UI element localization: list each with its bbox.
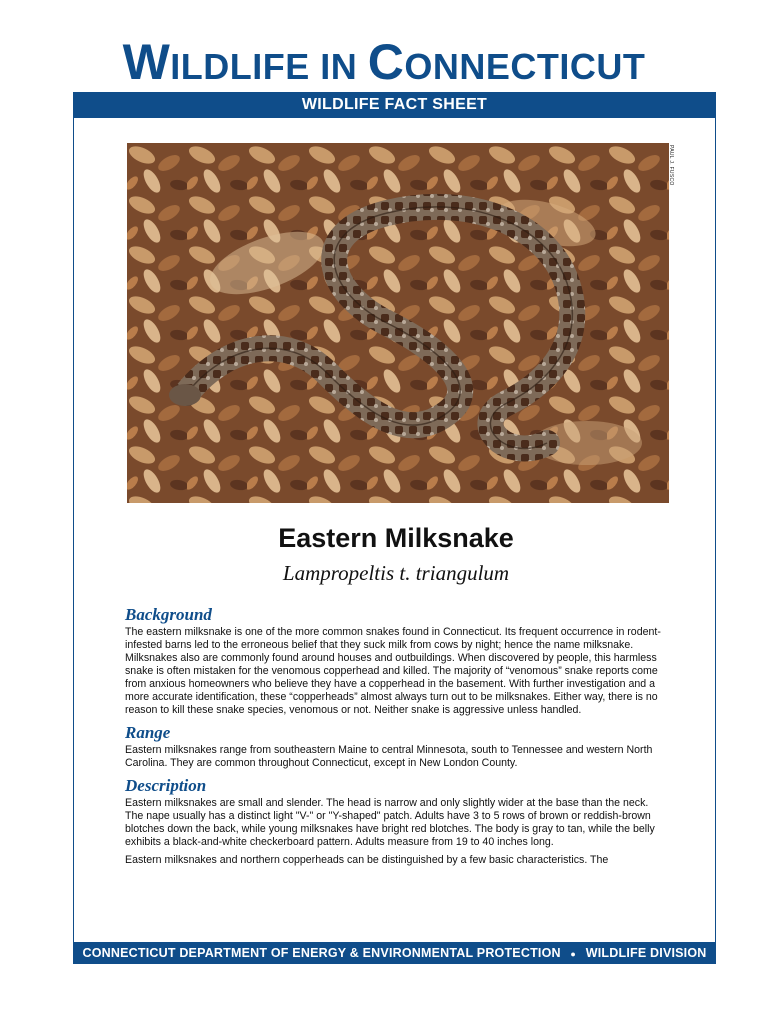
footer-banner [73,942,716,964]
title-part-1: ILDLIFE IN [170,46,368,87]
footer-division: WILDLIFE DIVISION [585,946,707,960]
footer-bullet-icon: ● [570,949,577,959]
species-scientific-name: Lampropeltis t. triangulum [282,561,510,585]
range-paragraph: Eastern milksnakes range from southeastern Maine to central Minnesota, south to Tennessee and western North Carolina. They are common throughout Connecticut, except in New London County. [125,744,653,769]
species-common-name: Eastern Milksnake [278,523,514,553]
title-initial-c: C [367,34,405,90]
description-paragraph-1: Eastern milksnakes are small and slender. The head is narrow and only slightly wider at the base than the neck. The nape usually has a distinct light "V-" or "Y-shaped" patch. Adults have 3 to 5 rows of brown or reddish-brown blotches down the back, while young milksnakes have bright red blotches. The body is gray to tan, while the belly exhibits a black-and-white checkerboard pattern. Adults measure from 19 to 40 inches long. [125,797,655,848]
section-heading-background: Background [125,605,212,624]
title-initial-w: W [122,34,171,90]
section-heading-range: Range [125,723,171,742]
background-paragraph: The eastern milksnake is one of the more common snakes found in Connecticut. Its frequent occurrence in rodent-infested barns led to the erroneous belief that they suck milk from cows by night; hence the name milksnake. Milksnakes also are commonly found around houses and outbuildings. When discovered by people, this harmless snake is often mistaken for the venomous copperhead and killed. The majority of “venomous” snake reports come from anxious homeowners who believe they have a copperhead in the basement. With further investigation and a more accurate identification, these “copperheads” almost always turn out to be milksnakes. Either way, there is no reason to kill these snake species, venomous or not. Neither snake is aggressive unless handled. [125,626,661,716]
section-heading-description: Description [125,776,207,795]
title-part-2: ONNECTICUT [404,46,646,87]
photo-credit: PAUL J. FUSCO [668,145,674,186]
snake-photo [127,143,669,503]
fact-sheet-banner: WILDLIFE FACT SHEET [73,92,716,118]
snake-illustration [127,143,669,503]
description-paragraph-2: Eastern milksnakes and northern copperheads can be distinguished by a few basic characteristics. The [125,854,609,866]
page-title [0,36,768,93]
footer-department: CONNECTICUT DEPARTMENT OF ENERGY & ENVIRONMENTAL PROTECTION [82,946,561,960]
fact-sheet-body [125,604,665,872]
